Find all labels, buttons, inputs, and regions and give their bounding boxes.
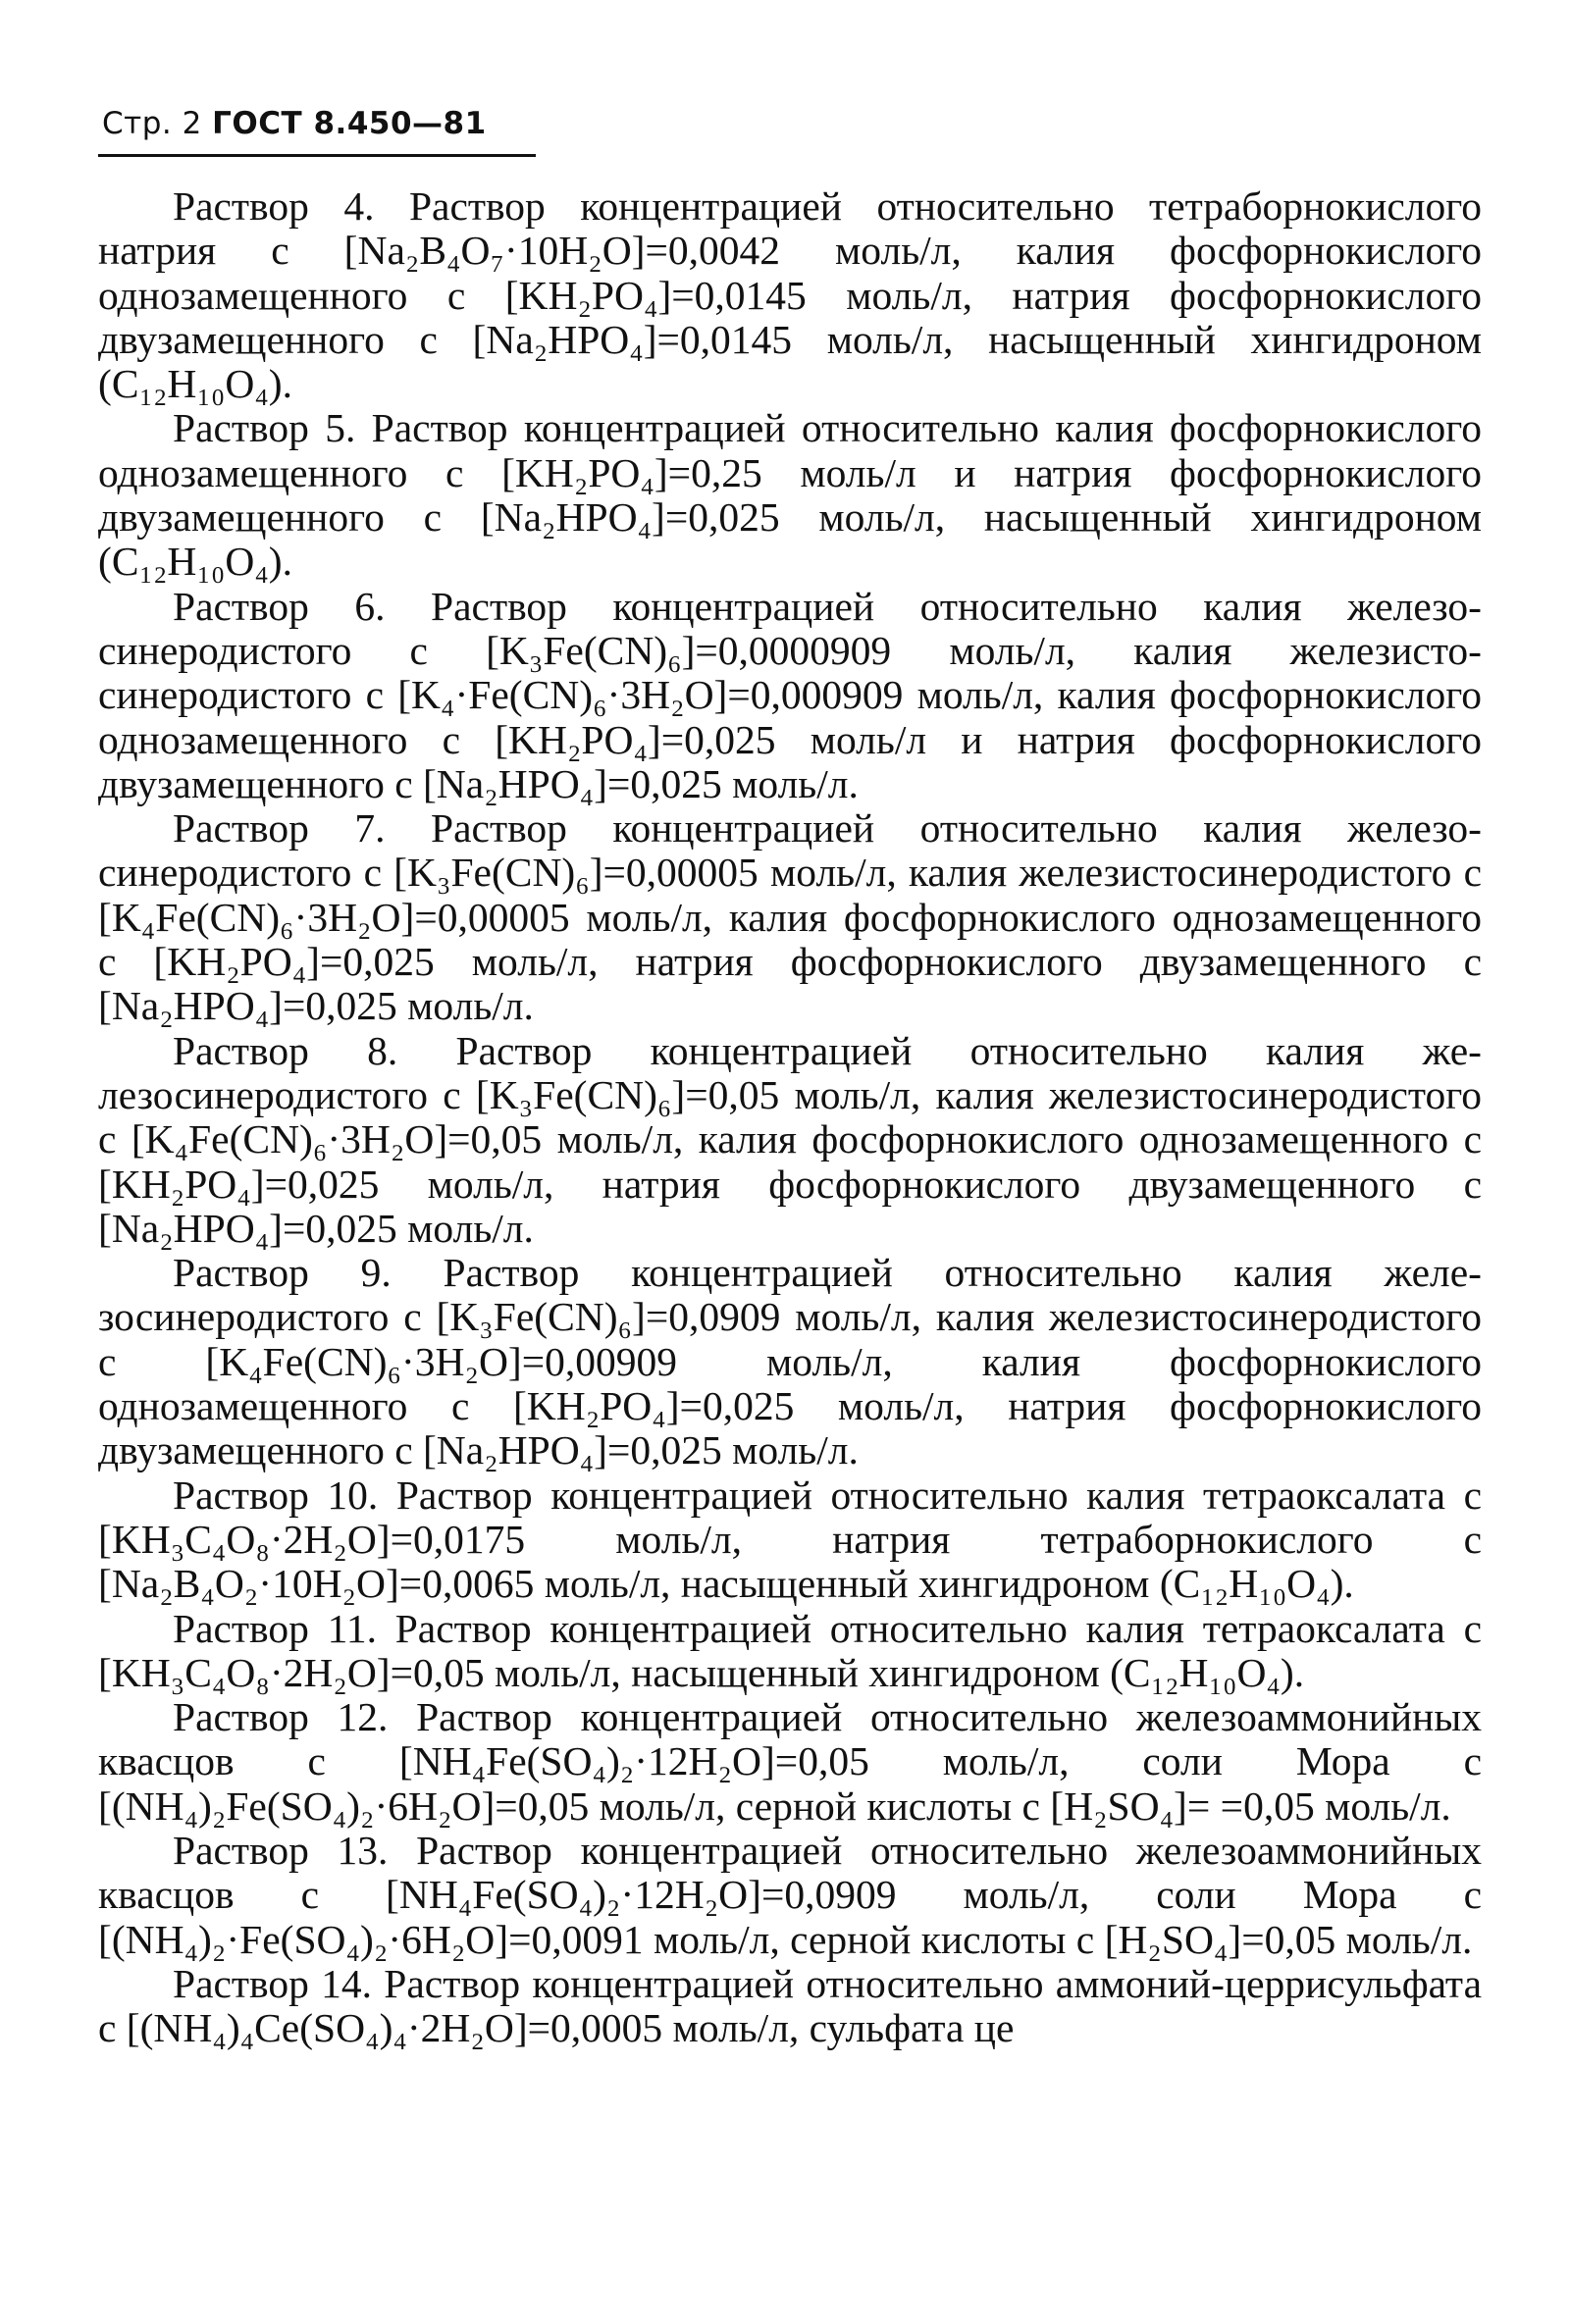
paragraph-solution-9: Раствор 9. Раствор концентрацией относительно калия железосинеродистого с [K₃Fe(CN)₆]=0,0909 моль/л, калия железистосинеродистого с [K₄Fe(CN)₆·3H₂O]=0,00909 моль/л, калия фосфорнокислого однозамещенного с [KH₂PO₄]=0,025 моль/л, натрия фосфорнокислого двузамещенного с [Na₂HPO₄]=0,025 моль/л. <box>98 1250 1482 1473</box>
paragraph-solution-12: Раствор 12. Раствор концентрацией относительно железоаммонийных квасцов с [NH₄Fe(SO₄)₂·12H₂O]=0,05 моль/л, соли Мора с [(NH₄)₂Fe(SO₄)₂·6H₂O]=0,05 моль/л, серной кислоты с [H₂SO₄]= =0,05 моль/л. <box>98 1694 1482 1829</box>
paragraph-solution-11: Раствор 11. Раствор концентрацией относительно калия тетраоксалата с [KH₃C₄O₈·2H₂O]=0,05 моль/л, насыщенный хингидроном (C₁₂H₁₀O₄). <box>98 1605 1482 1695</box>
standard-designation: ГОСТ 8.450—81 <box>212 106 487 141</box>
paragraph-solution-14: Раствор 14. Раствор концентрацией относительно аммоний-церрисульфата с [(NH₄)₄Ce(SO₄)₄·2H₂O]=0,0005 моль/л, сульфата це <box>98 1960 1482 2051</box>
paragraph-solution-6: Раствор 6. Раствор концентрацией относительно калия железосинеродистого с [K₃Fe(CN)₆]=0,0000909 моль/л, калия железистосинеродистого с [K₄·Fe(CN)₆·3H₂O]=0,000909 моль/л, калия фосфорнокислого однозамещенного с [KH₂PO₄]=0,025 моль/л и натрия фосфорнокислого двузамещенного с [Na₂HPO₄]=0,025 моль/л. <box>98 583 1482 806</box>
paragraph-solution-13: Раствор 13. Раствор концентрацией относительно железоаммонийных квасцов с [NH₄Fe(SO₄)₂·12H₂O]=0,0909 моль/л, соли Мора с [(NH₄)₂·Fe(SO₄)₂·6H₂O]=0,0091 моль/л, серной кислоты с [H₂SO₄]=0,05 моль/л. <box>98 1827 1482 1962</box>
page-header <box>102 106 534 141</box>
paragraph-solution-5: Раствор 5. Раствор концентрацией относительно калия фосфорнокислого однозамещенного с [KH₂PO₄]=0,25 моль/л и натрия фосфорнокислого двузамещенного с [Na₂HPO₄]=0,025 моль/л, насыщенный хингидроном (C₁₂H₁₀O₄). <box>98 405 1482 585</box>
page-number-label: Стр. 2 <box>102 106 202 141</box>
header-rule <box>98 154 536 157</box>
body-text <box>98 184 1482 2050</box>
paragraph-solution-8: Раствор 8. Раствор концентрацией относительно калия железосинеродистого с [K₃Fe(CN)₆]=0,05 моль/л, калия железистосинеродистого с [K₄Fe(CN)₆·3H₂O]=0,05 моль/л, калия фосфорнокислого однозамещенного с [KH₂PO₄]=0,025 моль/л, натрия фосфорнокислого двузамещенного с [Na₂HPO₄]=0,025 моль/л. <box>98 1027 1482 1251</box>
paragraph-solution-7: Раствор 7. Раствор концентрацией относительно калия железосинеродистого с [K₃Fe(CN)₆]=0,00005 моль/л, калия железистосинеродистого с [K₄Fe(CN)₆·3H₂O]=0,00005 моль/л, калия фосфорнокислого однозамещенного с [KH₂PO₄]=0,025 моль/л, натрия фосфорнокислого двузамещенного с [Na₂HPO₄]=0,025 моль/л. <box>98 805 1482 1029</box>
paragraph-solution-10: Раствор 10. Раствор концентрацией относительно калия тетраоксалата с [KH₃C₄O₈·2H₂O]=0,0175 моль/л, натрия тетраборнокислого с [Na₂B₄O₂·10H₂O]=0,0065 моль/л, насыщенный хингидроном (C₁₂H₁₀O₄). <box>98 1472 1482 1607</box>
paragraph-solution-4: Раствор 4. Раствор концентрацией относительно тетраборнокислого натрия с [Na₂B₄O₇·10H₂O]=0,0042 моль/л, калия фосфорнокислого однозамещенного с [KH₂PO₄]=0,0145 моль/л, натрия фосфорнокислого двузамещенного с [Na₂HPO₄]=0,0145 моль/л, насыщенный хингидроном (C₁₂H₁₀O₄). <box>98 183 1482 407</box>
